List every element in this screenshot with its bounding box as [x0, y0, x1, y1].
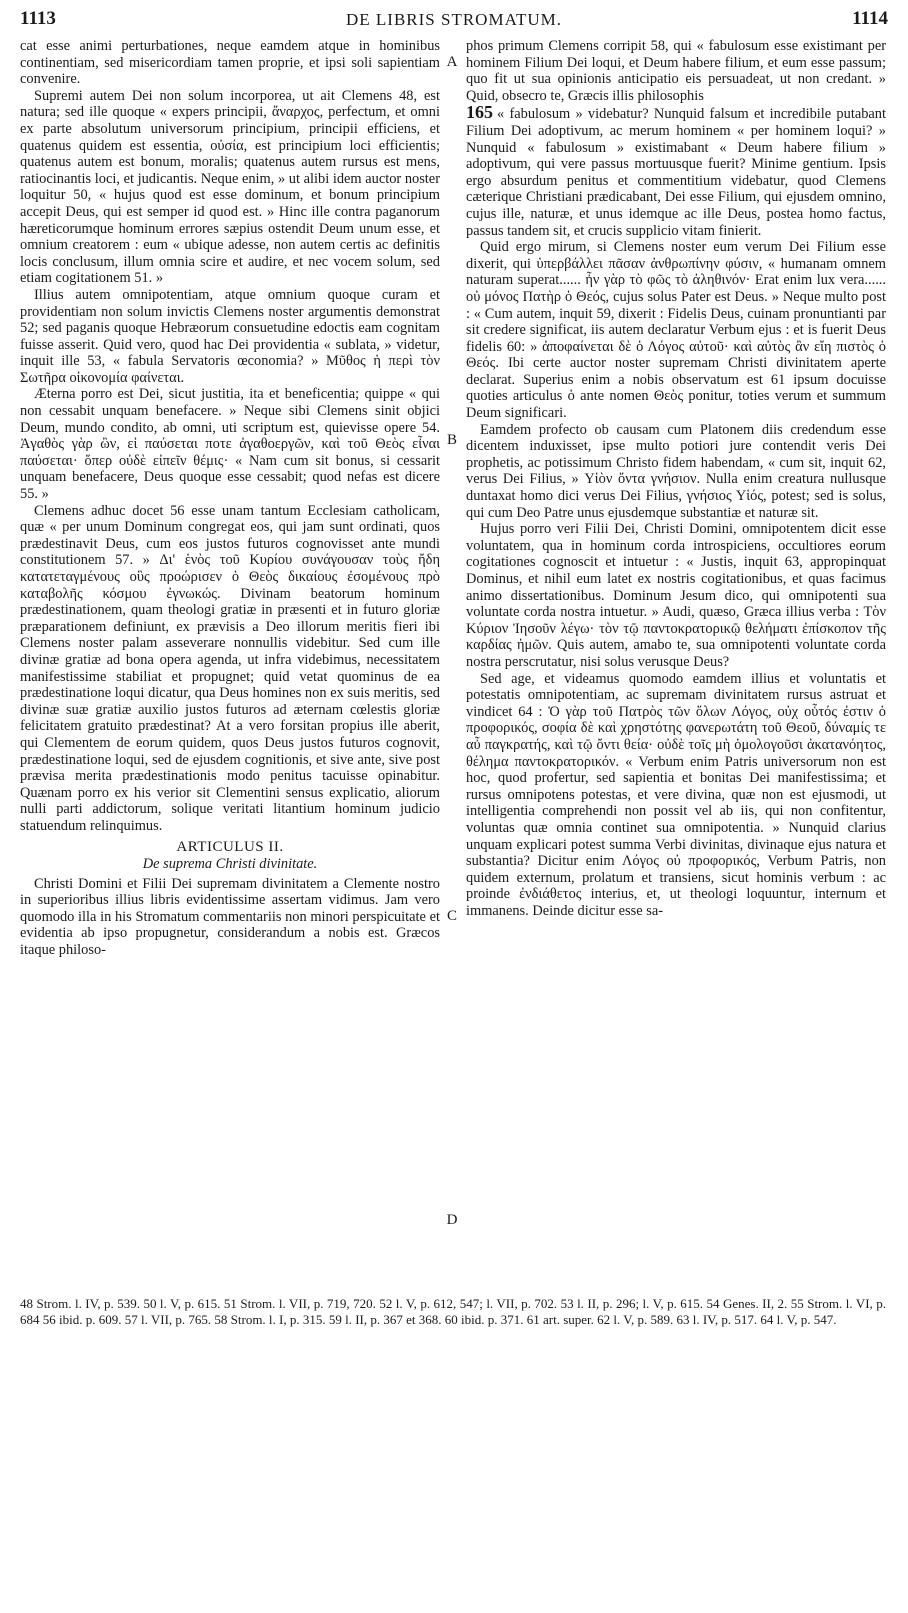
margin-mark-c: C: [446, 908, 457, 924]
margin-mark-d: D: [446, 1212, 458, 1228]
margin-mark-b: B: [446, 432, 457, 448]
right-paragraph-1b: [466, 104, 886, 239]
left-paragraph-5: Clemens adhuc docet 56 esse unam tantum Ecclesiam catholicam, quæ « per unum Dominum congregat eos, qui jam sunt ordinati, quos prædestinavit Deus, cum eos justos futuros cognovisset ante mundi constitutionem 57. » Δι' ἑνὸς τοῦ Κυρίου συνάγουσαν τοὺς ἤδη κατατεταγμένους οὓς προώρισεν ὁ Θεὸς δικαίους ἐσομένους πρὸ καταβολῆς κόσμου ἐγνωκώς. Divinam beatorum hominum prædestinationem, quam theologi gratiæ in præsenti et in futuro gloriæ præparationem definiunt, ex prævisis a Deo illorum meritis fieri ibi Clemens noster palam asseverare nonnullis videbitur. Sed cum ille divinæ gratiæ ad bona opera agenda, ut infra videbimus, necessitatem manifestissime stabiliat et propugnet; quid vetat quominus de ea prædestinatione loqui dicatur, qua Deus homines non ex suis meritis, sed divinæ suæ gratiæ auxilio justos futuros ad æternam cœlestis gloriæ felicitatem gratuito prædestinat? At a vero forsitan propius ille aberit, qui Clementem de eorum quidem, quos Deus justos futuros cognovit, prædestinatione loqui, sed de ejusdem cognitionis, et sive ante, sive post prævisa merita prædestinationis modo penitus tacuisse opinabitur. Quænam porro ex his verior sit Clementini sensus explicatio, aliorum nulli parti addictorum, solique veritati litantium hominum judicio statuendum relinquimus.: [20, 502, 440, 834]
left-column: [20, 38, 440, 1286]
article-subtitle: De suprema Christi divinitate.: [142, 856, 318, 873]
page-number-left: 1113: [20, 8, 56, 29]
right-paragraph-2: Quid ergo mirum, si Clemens noster eum verum Dei Filium esse dixerit, qui ὑπερβάλλει πᾶσαν ἀνθρωπίνην φύσιν, « humanam omnem naturam superat...... ἦν γὰρ τὸ φῶς τὸ ἀληθινόν· Erat enim lux vera...... οὐ μόνος Πατὴρ ὁ Θεός, cujus solus Pater est Deus. » Neque multo post : « Cum autem, inquit 59, dixerit : Fidelis Deus, cuinam pronuntianti par sit credere significat, iis autem declaratur Verbum ejus : et is fuerit Deus fidelis 60: » ἀποφαίνεται δὲ ὁ Λόγος αὐτοῦ· καὶ αὐτὸς ἂν εἴη πιστὸς ὁ Θεός. Ibi certe auctor noster supremam Christi divinitatem aperte declarat. Superius enim a nobis observatum est 61 ipsum docuisse quoties articulus ὁ ante nomen Θεὸς ponitur, toties verum et summum Deum significari.: [466, 239, 886, 422]
right-column: [466, 38, 886, 1286]
running-title: DE LIBRIS STROMATUM.: [346, 10, 562, 29]
right-paragraph-4: Hujus porro veri Filii Dei, Christi Domini, omnipotentem dicit esse voluntatem, qua in hominum corda introspiciens, occultiores eorum cogitationes cognoscit et intuetur : « Justis, inquit 63, appropinquat Dominus, et nihil eum latet ex nostris cogitationibus, et quas facimus animo dissertationibus. Dominum Jesum dico, qui omnipotenti sua voluntate corda nostra intuetur. » Audi, quæso, Græca illius verba : Τὸν Κύριον Ἰησοῦν λέγω· τὸν τῷ παντοκρατορικῷ θελήματι ἐπίσκοπον τῆς καρδίας ἡμῶν. Quis autem, amabo te, sua omnipotenti voluntate corda nostra perscrutatur, nisi solus verusque Deus?: [466, 521, 886, 670]
left-paragraph-4: Æterna porro est Dei, sicut justitia, ita et beneficentia; quippe « qui non cessabit unquam benefacere. » Neque sibi Clemens sinit objici Deum, mundo condito, ab omni, uti scriptum est, quievisse opere 54. Ἀγαθὸς γὰρ ὢν, εἰ παύσεται ποτε ἀγαθοεργῶν, καὶ τοῦ Θεὸς εἶναι παύσεται· ὅπερ οὐδὲ εἰπεῖν θέμις· « Nam cum sit bonus, si cessarit unquam benefacere, Deus quoque esse cessabit; quod nefas est dicere 55. »: [20, 386, 440, 503]
left-paragraph-6: Christi Domini et Filii Dei supremam divinitatem a Clemente nostro in superioribus illius libris evidentissime assertam vidimus. Jam vero quomodo illa in his Stromatum commentariis non minori perspicuitate et evidentia ab ipso propugnetur, considerandum a nobis est. Græcos itaque philoso-: [20, 875, 440, 959]
article-heading: ARTICULUS II.: [176, 838, 284, 855]
running-header: [20, 8, 888, 34]
left-paragraph-1: cat esse animi perturbationes, neque eamdem atque in hominibus continentiam, sed misericordiam tamen proprie, et ipsi soli sapientiam convenire.: [20, 38, 440, 88]
right-paragraph-1: phos primum Clemens corripit 58, qui « fabulosum esse existimant per hominem Filium Dei loqui, et Deum habere filium, et eum esse passum; quo fit ut sua opinionis anticipatio eis persuadeat, ut non credant. » Quid, obsecro te, Græcis illis philosophis: [466, 38, 886, 104]
left-paragraph-2: Supremi autem Dei non solum incorporea, ut ait Clemens 48, est natura; sed ille quoque « expers principii, ἄναρχος, perfectum, et omni ex parte absolutum universorum principium, principii efficiens, et quatenus quidem est essentia, οὐσία, est principium loci efficientis; quatenus autem est bonum, moralis; quatenus autem rursus est mens, ratiocinantis loci, et judicantis. Neque enim, » ut alibi idem auctor noster loquitur 50, « hujus quod est esse dominum, et bonum principium accepit Deus, qui est semper id quod est. » Hinc ille contra paganorum hæreticorumque hominum errores sæpius ostendit Deum unum esse, et omnium creatorem : eum « ubique adesse, non autem certis ac definitis locis conclusum, illum omnia scire et audire, et nec vocem solum, sed etiam cogitationem 51. »: [20, 87, 440, 287]
right-paragraph-5: Sed age, et videamus quomodo eamdem illius et voluntatis et potestatis omnipotentiam, ac supremam divinitatem rursus astruat et vindicet 64 : Ὁ γὰρ τοῦ Πατρὸς τῶν ὅλων Λόγος, οὐχ οὗτός ἐστιν ὁ προφορικός, σοφία δὲ καὶ χρηστότης φανερωτάτη τοῦ Θεοῦ, δύναμίς τε αὖ παγκρατής, καὶ τῷ ὄντι θεία· οὐδὲ τοῖς μὴ ὁμολογοῦσι ἀκατανόητος, θέλημα παντοκρατορικόν. « Verbum enim Patris universorum non est hoc, quod profertur, sed sapientia et bonitas Dei manifestissima; et rursus omnipotens potestas, et vere divina, quæ non est ejusmodi, ut intelligentia comprehendi non possit vel ab iis, qui non confitentur, voluntas quæ omnia continet sua omnipotentia. » Nunquid clarius unquam explicari potest summa Verbi divinitas, divinaque ejus natura et substantia? Dicitur enim Λόγος οὐ προφορικός, Verbum Patris, non quidem externum, prolatum et transiens, sicut hominis verbum : ac proinde ἐνδιάθετος interius, et, ut theologi loquuntur, internum et immanens. Deinde dicitur esse sa-: [466, 670, 886, 919]
right-paragraph-3: Eamdem profecto ob causam cum Platonem diis credendum esse dicentem induxisset, ipse multo potiori jure contendit veris Dei prophetis, ac potissimum Christo fidem habendam, « cum sit, inquit 62, verus Dei Filius, » Υἱὸν ὄντα γνήσιον. Nulla enim creatura nullusque duntaxat homo dici verus Dei Filius, γνήσιος Υἱός, potest; sed is solus, qui cum Deo Patre unus ejusdemque substantiæ et naturæ sit.: [466, 421, 886, 521]
right-paragraph-1b-text: « fabulosum » videbatur? Nunquid falsum et incredibile putabant Filium Dei adoptivum, ac merum hominem « per hominem loqui? » Nunquid « fabulosum » existimabant « Deum habere filium » adoptivum, qui vere passus mortuusque fuerit? Minime gentium. Ipsis ergo absurdum penitus et commentitium videbatur, quod Clemens cæterique Christiani prædicabant, Dei esse Filium, qui ejusdem omnino, cujus ille, naturæ, et unus idemque ac ille Deus, postea homo factus, passus tandem sit, et crucis supplicio vitam finierit.: [466, 106, 886, 239]
page-number-right: 1114: [852, 8, 888, 29]
left-paragraph-3: Illius autem omnipotentiam, atque omnium quoque curam et providentiam non solum invictis Clemens noster argumentis demonstrat 52; sed paganis quoque Hebræorum consuetudine edoctis eam cognitam fuisse asserit. Quid vero, quod hac Dei providentia « sublata, » videtur, inquit ille 53, « fabula Servatoris œconomia? » Μῦθος ἡ περὶ τὸν Σωτῆρα οἰκονομία φαίνεται.: [20, 286, 440, 386]
footnotes-text: 48 Strom. l. IV, p. 539. 50 l. V, p. 615. 51 Strom. l. VII, p. 719, 720. 52 l. V, p. 612, 547; l. VII, p. 702. 53 l. II, p. 296; l. V, p. 615. 54 Genes. II, 2. 55 Strom. l. VI, p. 684 56 ibid. p. 609. 57 l. VII, p. 765. 58 Strom. l. I, p. 315. 59 l. II, p. 367 et 368. 60 ibid. p. 371. 61 art. super. 62 l. V, p. 589. 63 l. IV, p. 517. 64 l. V, p. 547.: [20, 1296, 886, 1327]
footnotes: [20, 1296, 886, 1327]
bold-margin-number: 165: [466, 102, 493, 123]
margin-mark-a: A: [446, 54, 458, 70]
